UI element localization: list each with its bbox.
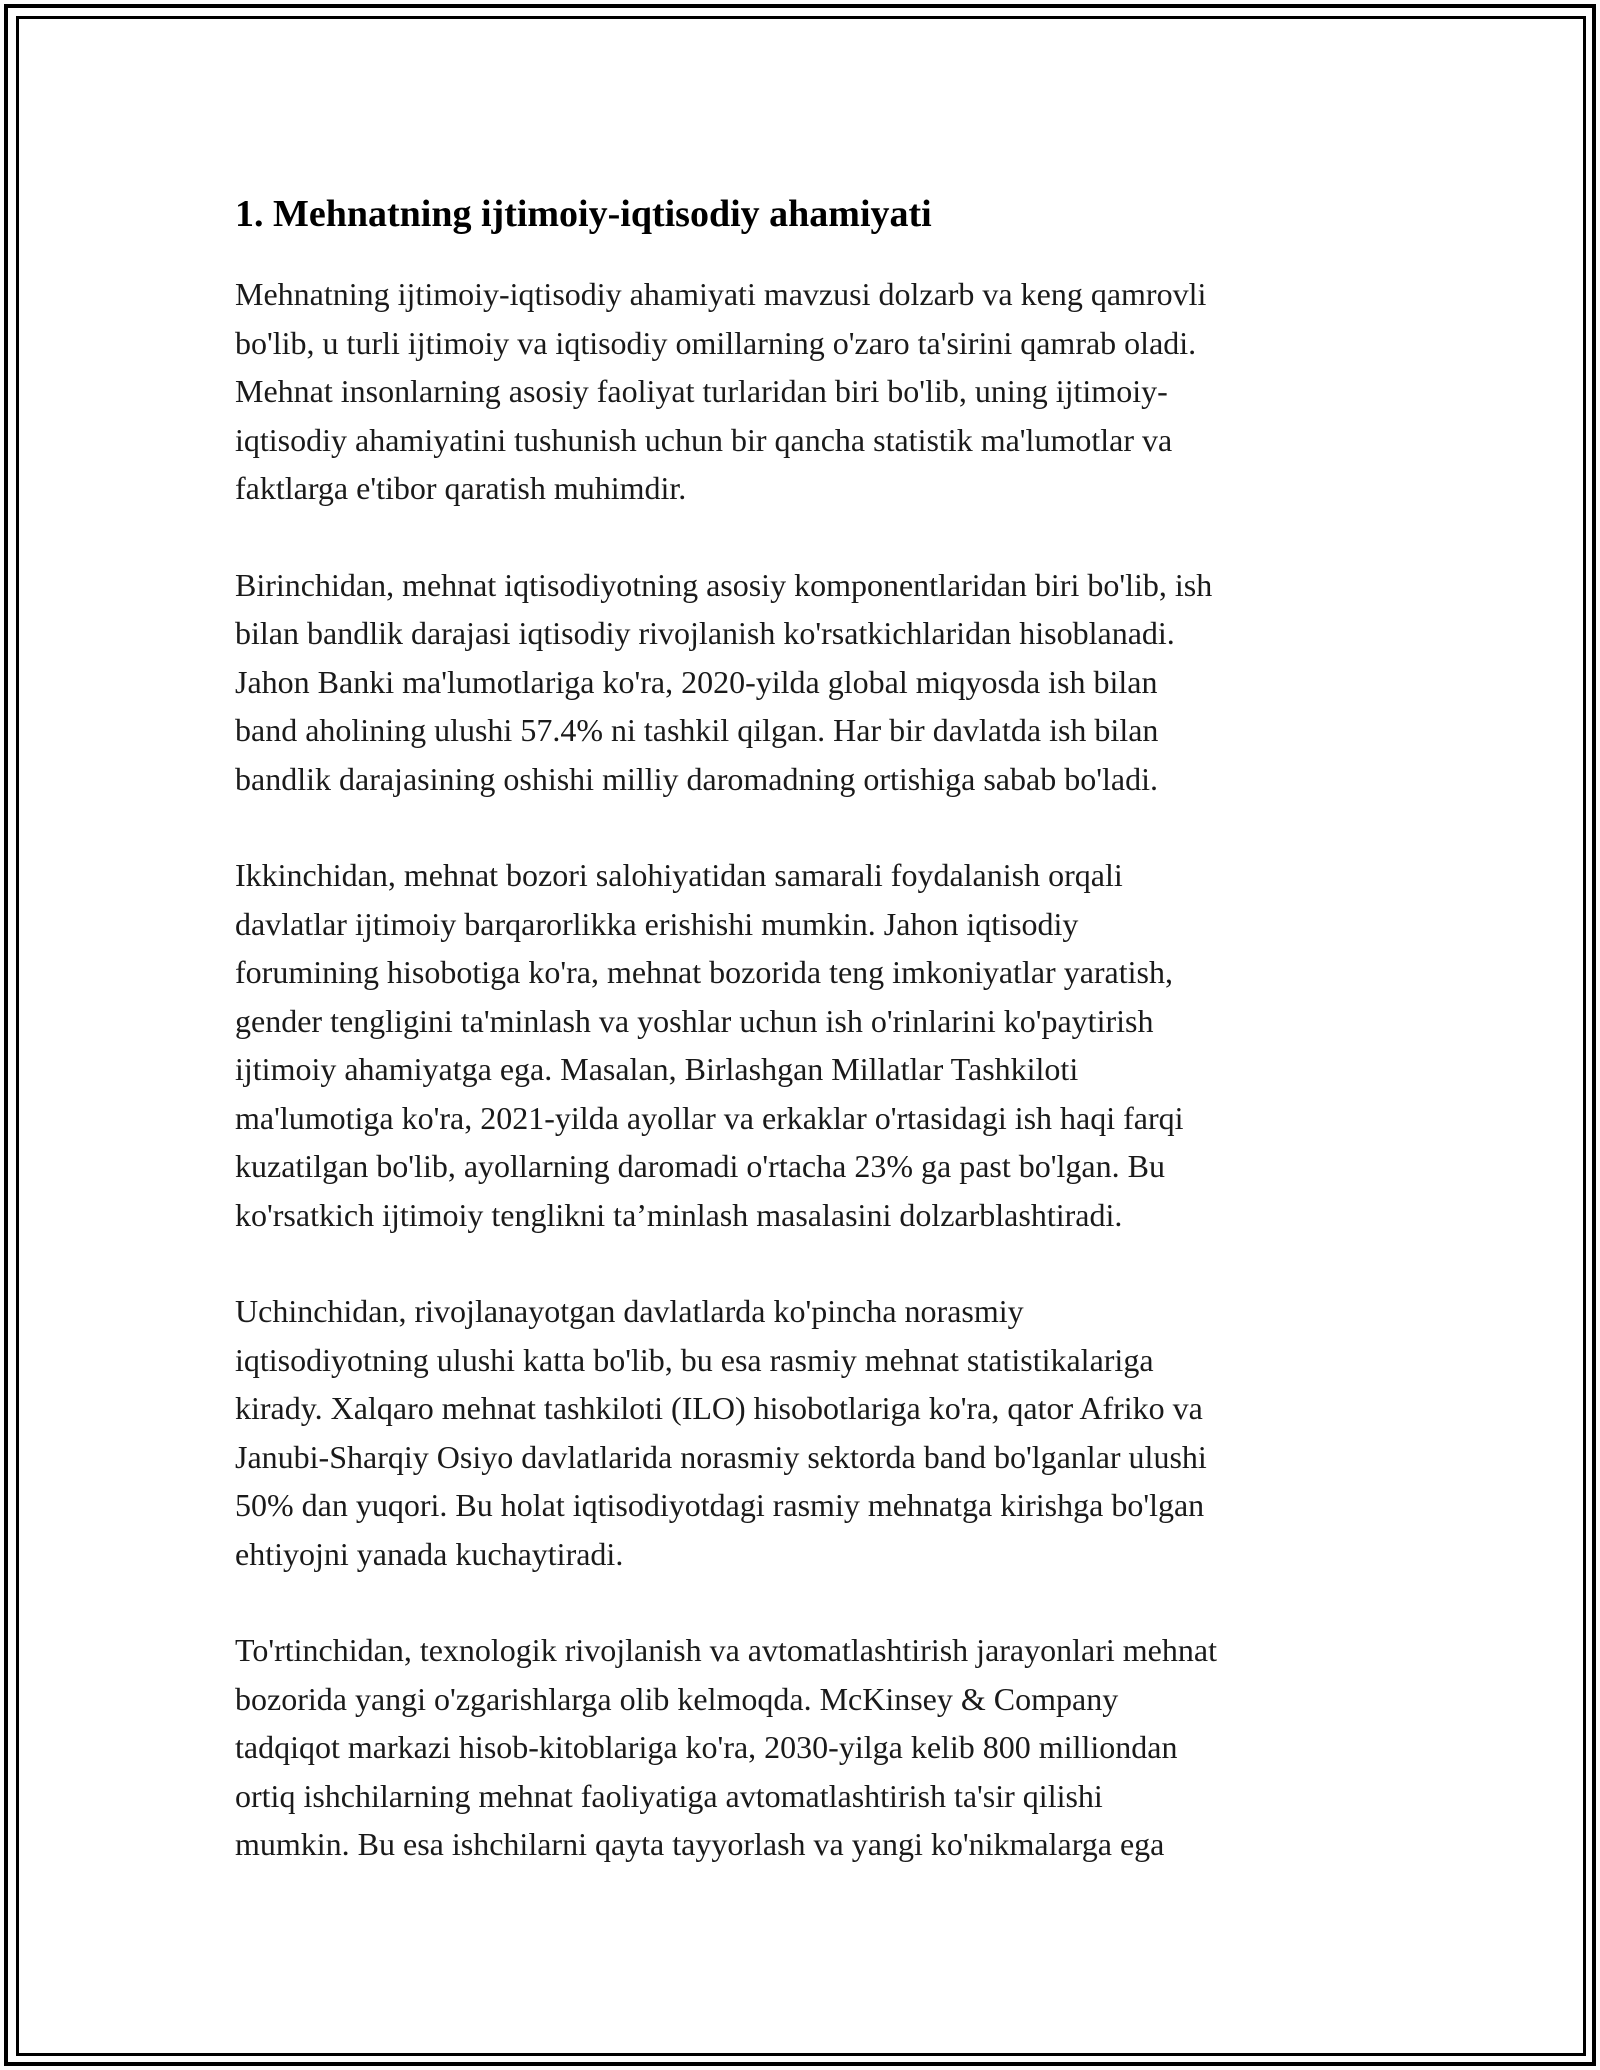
text-line: 50% dan yuqori. Bu holat iqtisodiyotdagi rasmiy mehnatga kirishga bo'lgan	[235, 1487, 1205, 1523]
text-line: ortiq ishchilarning mehnat faoliyatiga avtomatlashtirish ta'sir qilishi	[235, 1777, 1103, 1814]
text-line: bilan bandlik darajasi iqtisodiy rivojlanish ko'rsatkichlaridan hisoblanadi.	[235, 615, 1175, 651]
text-line: faktlarga e'tibor qaratish muhimdir.	[235, 470, 687, 506]
paragraph-intro	[235, 270, 1365, 513]
text-line: iqtisodiyotning ulushi katta bo'lib, bu esa rasmiy mehnat statistikalariga	[235, 1341, 1154, 1378]
paragraph-second	[235, 851, 1365, 1239]
text-line: ko'rsatkich ijtimoiy tenglikni ta’minlash masalasini dolzarblashtiradi.	[235, 1196, 1123, 1233]
text-line: bozorida yangi o'zgarishlarga olib kelmoqda. McKinsey & Company	[235, 1680, 1119, 1717]
text-line: Jahon Banki ma'lumotlariga ko'ra, 2020-yilda global miqyosda ish bilan	[235, 663, 1158, 700]
text-line: Birinchidan, mehnat iqtisodiyotning asosiy komponentlaridan biri bo'lib, ish	[235, 566, 1213, 603]
paragraph-first	[235, 561, 1365, 804]
text-line: davlatlar ijtimoiy barqarorlikka erishishi mumkin. Jahon iqtisodiy	[235, 905, 1079, 942]
paragraph-third	[235, 1287, 1365, 1578]
document-body	[235, 188, 1365, 1917]
text-line: Uchinchidan, rivojlanayotgan davlatlarda ko'pincha norasmiy	[235, 1293, 1024, 1329]
text-line: tadqiqot markazi hisob-kitoblariga ko'ra, 2030-yilga kelib 800 milliondan	[235, 1729, 1178, 1765]
text-line: Ikkinchidan, mehnat bozori salohiyatidan samarali foydalanish orqali	[235, 857, 1123, 893]
text-line: bo'lib, u turli ijtimoiy va iqtisodiy omillarning o'zaro ta'sirini qamrab oladi.	[235, 324, 1197, 361]
text-line: mumkin. Bu esa ishchilarni qayta tayyorlash va yangi ko'nikmalarga ega	[235, 1826, 1165, 1862]
section-heading: 1. Mehnatning ijtimoiy-iqtisodiy ahamiyati	[235, 193, 932, 235]
text-line: ijtimoiy ahamiyatga ega. Masalan, Birlashgan Millatlar Tashkiloti	[235, 1051, 1079, 1087]
text-line: kirady. Xalqaro mehnat tashkiloti (ILO) hisobotlariga ko'ra, qator Afriko va	[235, 1390, 1203, 1426]
text-line: iqtisodiy ahamiyatini tushunish uchun bir qancha statistik ma'lumotlar va	[235, 421, 1173, 458]
text-line: Mehnatning ijtimoiy-iqtisodiy ahamiyati mavzusi dolzarb va keng qamrovli	[235, 276, 1207, 312]
text-line: band aholining ulushi 57.4% ni tashkil qilgan. Har bir davlatda ish bilan	[235, 712, 1159, 748]
text-line: ehtiyojni yanada kuchaytiradi.	[235, 1535, 624, 1572]
text-line: To'rtinchidan, texnologik rivojlanish va avtomatlashtirish jarayonlari mehnat	[235, 1632, 1217, 1668]
text-line: bandlik darajasining oshishi milliy daromadning ortishiga sabab bo'ladi.	[235, 760, 1158, 797]
text-line: Mehnat insonlarning asosiy faoliyat turlaridan biri bo'lib, uning ijtimoiy-	[235, 373, 1168, 409]
paragraph-fourth	[235, 1626, 1365, 1869]
text-line: gender tengligini ta'minlash va yoshlar uchun ish o'rinlarini ko'paytirish	[235, 1002, 1154, 1039]
text-line: kuzatilgan bo'lib, ayollarning daromadi o'rtacha 23% ga past bo'lgan. Bu	[235, 1148, 1165, 1184]
text-line: ma'lumotiga ko'ra, 2021-yilda ayollar va erkaklar o'rtasidagi ish haqi farqi	[235, 1099, 1184, 1136]
text-line: forumining hisobotiga ko'ra, mehnat bozorida teng imkoniyatlar yaratish,	[235, 954, 1173, 990]
text-line: Janubi-Sharqiy Osiyo davlatlarida norasmiy sektorda band bo'lganlar ulushi	[235, 1438, 1207, 1475]
